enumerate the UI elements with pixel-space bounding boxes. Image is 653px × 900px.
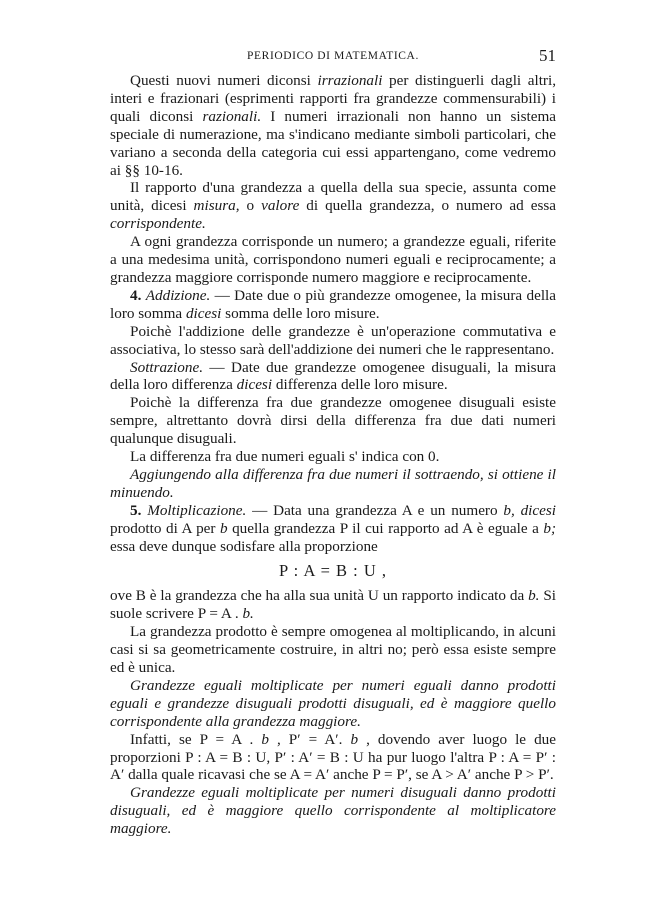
section-title: Moltiplicazione. — [147, 501, 247, 519]
paragraph-difference-exists: Poichè la differenza fra due grandezze omogenee disuguali esiste sempre, altrettanto dovrà dirsi della differenza fra due dati numeri qualunque disuguali. — [110, 394, 556, 448]
page-header — [110, 46, 556, 68]
body-text — [110, 72, 556, 838]
proportion-formula: P : A = B : U , — [278, 561, 388, 581]
paragraph-correspondence: A ogni grandezza corrisponde un numero; a grandezze eguali, riferite a una medesima unità, corrispondono numeri eguali e reciprocamente; a grandezza maggiore corrisponde numero maggiore e reciprocamente. — [110, 233, 556, 286]
running-title: PERIODICO DI MATEMATICA. — [247, 50, 419, 62]
paragraph-addition-properties: Poichè l'addizione delle grandezze è un'operazione commutativa e associativa, lo stesso sarà dell'addizione dei numeri che le rappresentano. — [110, 322, 556, 358]
paragraph-zero: La differenza fra due numeri eguali s' indica con 0. — [130, 448, 440, 466]
section-number: 5. — [130, 501, 142, 519]
section-addition: 4. Addizione. — Date due o più grandezze omogenee, la misura della loro somma dicesi somma delle loro misure. — [110, 286, 556, 322]
paragraph-proof: Infatti, se P = A . b , P′ = A′. b , dovendo aver luogo le due proporzioni P : A = B : U, P′ : A′ = B : U ha pur luogo l'altra P : A = P′ : A′ dalla quale ricavasi che se A = A′ anche P = P′, se A > A′ anche P > P′. — [110, 730, 556, 784]
paragraph-product-homogeneous: La grandezza prodotto è sempre omogenea al moltiplicando, in alcuni casi si sa geometricamente costruire, in altri no; però essa esiste sempre ed è unica. — [110, 623, 556, 676]
section-multiplication: 5. Moltiplicazione. — Data una grandezza A e un numero b, dicesi prodotto di A per b quella grandezza P il cui rapporto ad A è eguale a b; essa deve dunque sodisfare alla proporzione — [110, 501, 557, 555]
paragraph-theorem-unequal-numbers: Grandezze eguali moltiplicate per numeri disuguali danno prodotti disuguali, ed è maggiore quello corrispondente al moltiplicatore maggiore. — [110, 784, 556, 838]
paragraph-theorem-equal-numbers: Grandezze eguali moltiplicate per numeri eguali danno prodotti eguali e grandezze disuguali prodotti disuguali, ed è maggiore quello corrispondente alla grandezza maggiore. — [110, 676, 556, 730]
page-number: 51 — [539, 46, 556, 65]
paragraph-product-notation: ove B è la grandezza che ha alla sua unità U un rapporto indicato da b. Si suole scrivere P = A . b. — [110, 587, 556, 623]
section-title: Sottrazione. — [130, 358, 203, 376]
section-title: Addizione. — [145, 286, 211, 304]
section-subtraction: Sottrazione. — Date due grandezze omogenee disuguali, la misura della loro differenza dicesi differenza delle loro misure. — [110, 358, 556, 394]
paragraph-irrational-numbers: Questi nuovi numeri diconsi irrazionali per distinguerli dagli altri, interi e frazionari (esprimenti rapporti fra grandezze commensurabili) i quali diconsi razionali. I numeri irrazionali non hanno un sistema speciale di numerazione, ma s'indicano mediante simboli particolari, che variano a seconda della categoria cui essi appartengano, come vedremo ai §§ 10-16. — [110, 72, 556, 179]
paragraph-minuend-theorem: Aggiungendo alla differenza fra due numeri il sottraendo, si ottiene il minuendo. — [110, 465, 556, 501]
section-number: 4. — [130, 286, 142, 304]
paragraph-measure-definition: Il rapporto d'una grandezza a quella della sua specie, assunta come unità, dicesi misura, o valore di quella grandezza, o numero ad essa corrispondente. — [110, 179, 557, 233]
